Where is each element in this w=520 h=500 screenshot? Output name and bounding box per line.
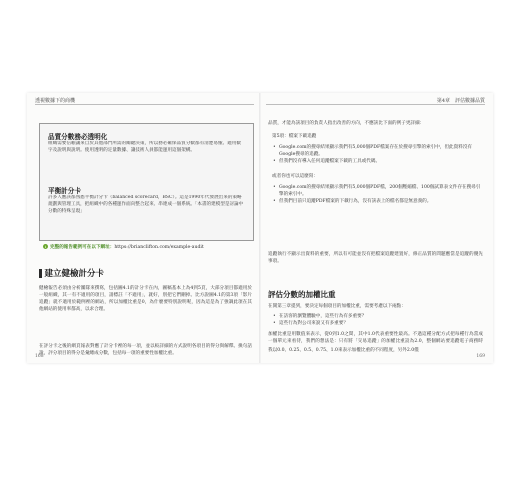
section-title-text: 建立健檢計分卡 xyxy=(44,269,105,279)
body-paragraph-2: 在評分卡之後的網頁報表對應了計分卡裡的每一項，並以較詳細的方式說明各項目的得分與解釋。換句話說，評分項目的得分是彙總成分數，包括每一項的重要性加權比重。 xyxy=(39,344,252,356)
page-number: 169 xyxy=(476,354,485,359)
weights-paragraph-2: 我以0.0、0.25、0.5、0.75、1.0來表示加權比重的不同程度，另外2.0僅 xyxy=(268,348,419,353)
body-paragraph-1: 健檢報告必須由分析團隊來撰寫，包括圖4.1的計分卡在內，圖稿基本上為4到5頁，大部分項目都適用於一般組織，其一有不適用的項目，請標註「不適用」，就好，別把它們刪掉。比方說圖4.1的第3項「影片追蹤」就不適用於範例裡的網站，所以加權比重是0，為什麼要特別說明呢，因為這是為了強調此項在其他網站的使用率都高，以求合理。 xyxy=(39,286,252,312)
sidebar-heading-2: 平衡計分卡 xyxy=(48,187,81,195)
section-title xyxy=(39,267,104,279)
bullet-item: • Google.com的搜尋結果顯示我們有5,000個PDF檔，200個壓縮檔、100個試算表文件存在搜尋引擎的索引中。 xyxy=(272,184,482,198)
bullet-list-1 xyxy=(272,144,482,165)
running-head: 第4章 評估數據品質 xyxy=(436,98,485,104)
bullet-item: • 這些行為對公司來說又有多重要？ xyxy=(272,320,482,327)
intro-line: 品質，才能為該項目的負責人指出改善的方向，不應該比下面的例子更詳細： xyxy=(268,121,425,126)
page-number: 168 xyxy=(35,354,44,359)
bullet-item: • 在訪客的瀏覽體驗中，這些行為有多重要？ xyxy=(272,313,482,320)
item-label: 第5項：檔案下載追蹤 xyxy=(272,134,317,139)
header-rule xyxy=(266,104,485,105)
section-bar xyxy=(39,269,42,278)
weights-paragraph: 加權比重是用數值來表示，從0到1.0之間，其中1.0代表重要性最高。不過這種分配方式把每種行為當成一個單元來看待，我們的想法是：只有將「交易追蹤」的加權比重設為2.0，整個網站要追蹤電子商務時 xyxy=(268,332,483,344)
running-head: 透視數據下的商機 xyxy=(35,98,76,104)
header-rule xyxy=(35,104,254,105)
sidebar-heading-1: 品質分數務必透明化 xyxy=(48,133,108,141)
sidebar-text-1: 組織需要信賴讓來自於其他部門所需的關鍵決策，所以務必確保品質分數都有清楚易懂、適用數字及說明與說明。使用透明的定量數據、讓技術人員都能運用這個架構。 xyxy=(48,141,241,153)
book-spread xyxy=(27,93,493,363)
weights-intro: 在開第三章提到，要決定每個項目的加權比重，需要考慮以下兩點： xyxy=(268,304,406,309)
info-icon: i xyxy=(44,244,47,249)
mid-paragraph: 追蹤執行不顯示出資料的重要，所以有可能並沒有把檔案追蹤建置好，修正品質的問題應當是追蹤的優先事項。 xyxy=(268,252,483,264)
bullet-list-3 xyxy=(272,313,482,327)
bullet-item: • Google.com的搜尋結果顯示我們有5,000個PDF檔案存在於搜尋引擎的索引中，但此資料沒有Google搜尋的追蹤。 xyxy=(272,144,482,158)
bullet-item: • 但我們目前只追蹤PDF檔案的下載行為，沒有該表上的檔名都是無意義的。 xyxy=(272,198,482,205)
left-page xyxy=(27,93,260,363)
sidebar-text-2: 許多人應該都熟悉平衡計分卡（balanced scorecard，BSC）。這是1990年代發展出來的策略規劃與管理工具，把組織中的各種運作面向整合起來、串連成一個系統。「本書的建模型是討論中分數的特殊呈現」 xyxy=(48,195,244,214)
sidebar-box xyxy=(39,123,254,241)
right-page xyxy=(260,93,493,363)
example-link-line xyxy=(43,244,204,250)
bullet-list-2 xyxy=(272,184,482,205)
link-label: 完整的報告範例可在以下網址： xyxy=(50,245,115,250)
bullet-item: • 但我們沒有導入任何追蹤檔案下載的工具或代碼。 xyxy=(272,158,482,165)
example-url[interactable]: https://brianclifton.com/example-audit xyxy=(114,245,204,250)
alt-intro: 或者你也可以這麼寫： xyxy=(272,174,318,179)
subsection-heading: 評估分數的加權比重 xyxy=(268,290,336,299)
